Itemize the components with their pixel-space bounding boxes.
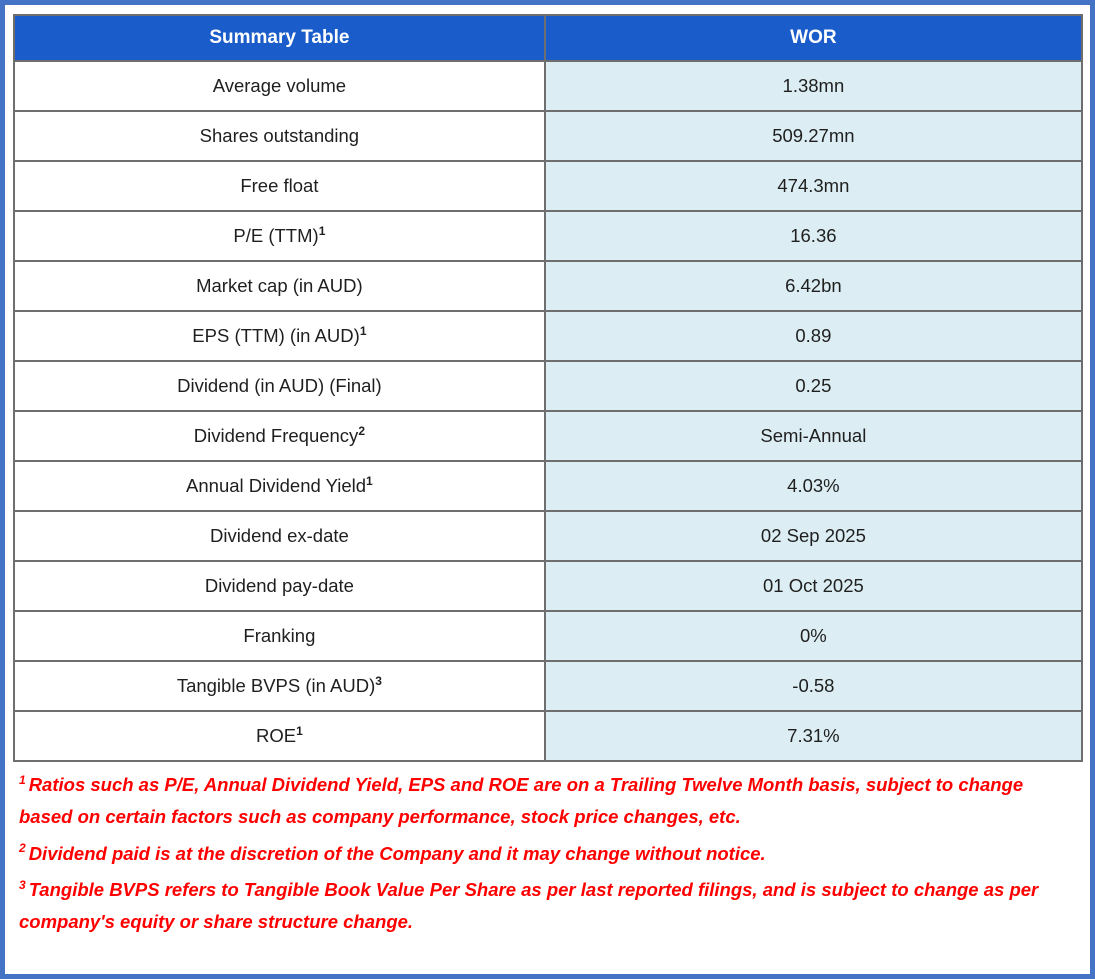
table-row [14,411,1082,461]
summary-table-header-cell: Summary Table [14,15,545,61]
metric-label-cell [14,411,545,461]
footnote-number: 2 [19,841,26,856]
metric-label: Dividend pay-date [204,575,354,596]
metric-label: EPS (TTM) (in AUD) [192,325,360,346]
footnote [19,769,1076,833]
footnote-ref: 1 [318,223,326,238]
metric-value-cell: 4.03% [545,461,1082,511]
header-row [14,15,1082,61]
metric-value-cell: 0.89 [545,311,1082,361]
metric-label-cell [14,161,545,211]
metric-label: Dividend ex-date [209,525,349,546]
metric-value-cell: 474.3mn [545,161,1082,211]
footnote-ref: 1 [359,323,367,338]
metric-value-cell: 0.25 [545,361,1082,411]
metric-value-cell: 1.38mn [545,61,1082,111]
metric-label: ROE [256,725,297,746]
footnote-number: 3 [19,878,26,893]
table-row [14,261,1082,311]
metric-value-cell: 509.27mn [545,111,1082,161]
metric-value-cell: 0% [545,611,1082,661]
wor-header-cell: WOR [545,15,1082,61]
metric-label: Average volume [212,75,347,96]
metric-label-cell [14,611,545,661]
metric-label-cell [14,361,545,411]
summary-table [13,14,1083,762]
metric-label: Dividend Frequency [193,425,359,446]
metric-label-cell [14,461,545,511]
footnote-ref: 1 [296,723,303,738]
metric-label-cell [14,211,545,261]
table-row [14,711,1082,761]
metric-label: Market cap (in AUD) [196,275,363,296]
table-row [14,511,1082,561]
metric-label-cell [14,311,545,361]
table-row [14,661,1082,711]
metric-value-cell: -0.58 [545,661,1082,711]
table-row [14,111,1082,161]
footnote-ref: 1 [366,473,373,488]
footnote-number: 1 [19,772,26,787]
table-row [14,311,1082,361]
metric-label: Dividend (in AUD) (Final) [177,375,382,396]
metric-label-cell [14,661,545,711]
metric-value-cell: 16.36 [545,211,1082,261]
table-row [14,611,1082,661]
metric-value-cell: 7.31% [545,711,1082,761]
metric-label: Annual Dividend Yield [186,475,367,496]
footnote-text: Ratios such as P/E, Annual Dividend Yield, EPS and ROE are on a Trailing Twelve Month basis, subject to change based on certain factors such as company performance, stock price changes, etc. [19,774,1024,827]
footnote [19,838,1076,870]
table-row [14,561,1082,611]
metric-label: P/E (TTM) [233,225,319,246]
footnote-text: Tangible BVPS refers to Tangible Book Value Per Share as per last reported filings, and is subject to change as per company's equity or share structure change. [19,879,1039,933]
metric-value-cell: 01 Oct 2025 [545,561,1082,611]
table-row [14,161,1082,211]
metric-label: Tangible BVPS (in AUD) [176,675,376,696]
metric-label-cell [14,511,545,561]
footnote-ref: 2 [358,423,365,438]
metric-value-cell: Semi-Annual [545,411,1082,461]
table-row [14,461,1082,511]
metric-label: Free float [240,175,319,196]
metric-label-cell [14,111,545,161]
metric-label: Shares outstanding [199,125,360,146]
table-row [14,361,1082,411]
table-row [14,61,1082,111]
metric-label: Franking [243,625,316,646]
metric-label-cell [14,61,545,111]
metric-value-cell: 6.42bn [545,261,1082,311]
metric-label-cell [14,711,545,761]
table-row [14,211,1082,261]
footnotes [13,769,1082,938]
footnote-ref: 3 [375,673,382,688]
footnote-text: Dividend paid is at the discretion of the Company and it may change without notice. [28,842,766,864]
footnote [19,874,1076,938]
metric-value-cell: 02 Sep 2025 [545,511,1082,561]
metric-label-cell [14,561,545,611]
metric-label-cell [14,261,545,311]
